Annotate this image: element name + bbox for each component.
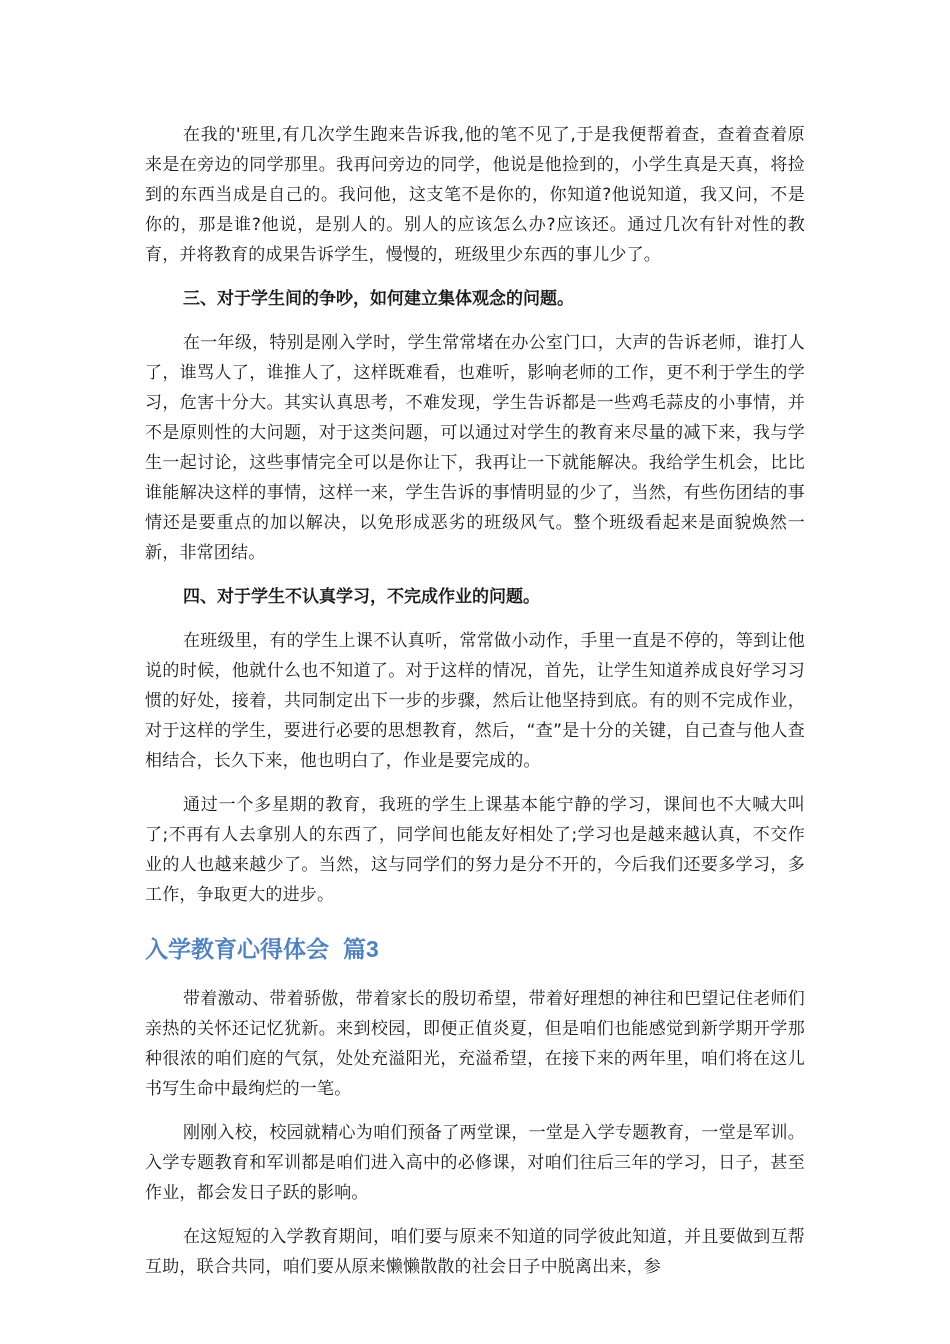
paragraph: 在这短短的入学教育期间，咱们要与原来不知道的同学彼此知道，并且要做到互帮互助，联合共同，咱们要从原来懒懒散散的社会日子中脱离出来，参: [145, 1227, 805, 1277]
section-heading-4: 四、对于学生不认真学习，不完成作业的问题。: [183, 587, 540, 607]
paragraph: 通过一个多星期的教育，我班的学生上课基本能宁静的学习，课间也不大喊大叫了;不再有人去拿别人的东西了，同学间也能友好相处了;学习也是越来越认真，不交作业的人也越来越少了。当然，这与同学们的努力是分不开的，今后我们还要多学习，多工作，争取更大的进步。: [145, 795, 805, 905]
article-title: [145, 932, 805, 966]
document-page: [145, 120, 805, 1296]
paragraph: 刚刚入校，校园就精心为咱们预备了两堂课，一堂是入学专题教育，一堂是军训。入学专题教育和军训都是咱们进入高中的必修课，对咱们往后三年的学习，日子，甚至作业，都会发日子跃的影响。: [145, 1123, 805, 1203]
paragraph: 在我的'班里,有几次学生跑来告诉我,他的笔不见了,于是我便帮着查，查着查着原来是在旁边的同学那里。我再问旁边的同学，他说是他捡到的，小学生真是天真，将捡到的东西当成是自己的。我问他，这支笔不是你的，你知道?他说知道，我又问，不是你的，那是谁?他说，是别人的。别人的应该怎么办?应该还。通过几次有针对性的教育，并将教育的成果告诉学生，慢慢的，班级里少东西的事儿少了。: [145, 125, 805, 265]
paragraph: 在一年级，特别是刚入学时，学生常常堵在办公室门口，大声的告诉老师，谁打人了，谁骂人了，谁推人了，这样既难看，也难听，影响老师的工作，更不利于学生的学习，危害十分大。其实认真思考，不难发现，学生告诉都是一些鸡毛蒜皮的小事情，并不是原则性的大问题，对于这类问题，可以通过对学生的教育来尽量的减下来，我与学生一起讨论，这些事情完全可以是你让下，我再让一下就能解决。我给学生机会，比比谁能解决这样的事情，这样一来，学生告诉的事情明显的少了，当然，有些伤团结的事情还是要重点的加以解决，以免形成恶劣的班级风气。整个班级看起来是面貌焕然一新，非常团结。: [145, 333, 805, 563]
paragraph: 在班级里，有的学生上课不认真听，常常做小动作，手里一直是不停的，等到让他说的时候，他就什么也不知道了。对于这样的情况，首先，让学生知道养成良好学习习惯的好处，接着，共同制定出下一步的步骤，然后让他坚持到底。有的则不完成作业，对于这样的学生，要进行必要的思想教育，然后，“查”是十分的关键，自己查与他人查相结合，长久下来，他也明白了，作业是要完成的。: [145, 631, 805, 771]
article-number: 篇3: [343, 936, 379, 962]
section-heading-3: 三、对于学生间的争吵，如何建立集体观念的问题。: [183, 289, 574, 309]
article-title-text: 入学教育心得体会: [145, 936, 329, 962]
paragraph: 带着激动、带着骄傲，带着家长的殷切希望，带着好理想的神往和巴望记住老师们亲热的关怀还记忆犹新。来到校园，即便正值炎夏，但是咱们也能感觉到新学期开学那种很浓的咱们庭的气氛，处处充溢阳光，充溢希望，在接下来的两年里，咱们将在这儿书写生命中最绚烂的一笔。: [145, 989, 805, 1099]
